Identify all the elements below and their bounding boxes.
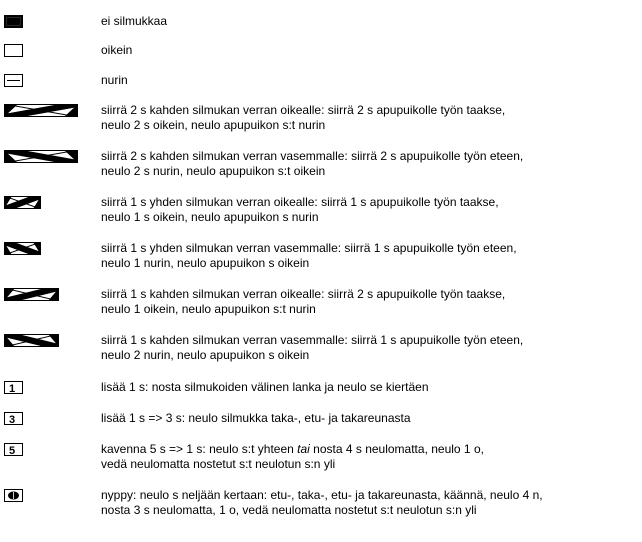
- filled-square-icon: [4, 15, 23, 28]
- bobble-line2: nosta 3 s neulomatta, 1 o, vedä neulomatta nostetut s:t neulotun s:n yli: [101, 503, 477, 517]
- cross-left-small-icon: [4, 242, 41, 255]
- numbered-square-icon: [4, 381, 23, 394]
- knit-symbol: [4, 44, 23, 57]
- cross-1-1-left-symbol: [4, 242, 41, 255]
- decrease-5-line1-start: kavenna 5 s => 1 s: neulo s:t yhteen: [101, 442, 298, 456]
- bobble-icon: [4, 489, 23, 502]
- dash-square-icon: [4, 74, 23, 87]
- increase-1-number: 1: [9, 383, 16, 394]
- increase-1-symbol: [4, 381, 23, 394]
- decrease-5-line1-italic: tai: [297, 442, 310, 456]
- cross-1-1-left-text: [101, 241, 517, 271]
- cross-right-small-icon: [4, 196, 41, 209]
- cable-2-2-right-line1: siirrä 2 s kahden silmukan verran oikealle: siirrä 2 s apupuikolle työn taakse,: [101, 103, 506, 117]
- bobble-text: [101, 488, 543, 518]
- cross-1-1-right-line2: neulo 1 s oikein, neulo apupuikon s nurin: [101, 210, 319, 224]
- cross-1-2-left-text: [101, 333, 523, 363]
- cross-1-1-left-line1: siirrä 1 s yhden silmukan verran vasemmalle: siirrä 1 s apupuikolle työn eteen,: [101, 241, 517, 255]
- numbered-square-icon: [4, 412, 23, 425]
- cross-1-2-right-symbol: [4, 288, 59, 301]
- cross-1-2-left-symbol: [4, 334, 59, 347]
- decrease-5-line2: vedä neulomatta nostetut s:t neulotun s:n yli: [101, 457, 336, 471]
- increase-3-number: 3: [9, 414, 16, 425]
- cross-1-1-left-line2: neulo 1 nurin, neulo apupuikon s oikein: [101, 256, 310, 270]
- cross-left-medium-icon: [4, 334, 59, 347]
- cross-1-1-right-line1: siirrä 1 s yhden silmukan verran oikealle: siirrä 1 s apupuikolle työn taakse,: [101, 195, 499, 209]
- cable-right-icon: [4, 104, 78, 117]
- cable-2-2-right-text: [101, 103, 505, 133]
- cross-1-1-right-text: [101, 195, 499, 225]
- increase-1-text: lisää 1 s: nosta silmukoiden välinen lanka ja neulo se kiertäen: [101, 380, 429, 394]
- decrease-5-line1-end: nosta 4 s neulomatta, neulo 1 o,: [309, 442, 484, 456]
- cable-2-2-left-line2: neulo 2 s nurin, neulo apupuikon s:t oikein: [101, 164, 326, 178]
- cable-2-2-right-symbol: [4, 104, 78, 117]
- no-stitch-symbol: [4, 15, 23, 28]
- decrease-5-line1: [101, 442, 484, 457]
- decrease-5-text: [101, 442, 484, 472]
- cable-2-2-left-symbol: [4, 150, 78, 163]
- cross-right-medium-icon: [4, 288, 59, 301]
- purl-label: nurin: [101, 73, 128, 87]
- cable-2-2-left-text: [101, 149, 523, 179]
- cross-1-2-left-line2: neulo 2 nurin, neulo apupuikon s oikein: [101, 348, 310, 362]
- cable-2-2-right-line2: neulo 2 s oikein, neulo apupuikon s:t nurin: [101, 118, 326, 132]
- cross-1-2-right-line1: siirrä 1 s kahden silmukan verran oikealle: siirrä 2 s apupuikolle työn taakse,: [101, 287, 506, 301]
- numbered-square-icon: [4, 443, 23, 456]
- cross-1-2-left-line1: siirrä 1 s kahden silmukan verran vasemmalle: siirrä 1 s apupuikolle työn eteen,: [101, 333, 524, 347]
- increase-3-text: lisää 1 s => 3 s: neulo silmukka taka-, etu- ja takareunasta: [101, 411, 411, 425]
- bobble-symbol: [4, 489, 23, 502]
- cable-2-2-left-line1: siirrä 2 s kahden silmukan verran vasemmalle: siirrä 2 s apupuikolle työn eteen,: [101, 149, 524, 163]
- no-stitch-label: ei silmukkaa: [101, 14, 168, 28]
- cable-left-icon: [4, 150, 78, 163]
- increase-3-symbol: [4, 412, 23, 425]
- cross-1-1-right-symbol: [4, 196, 41, 209]
- bobble-line1: nyppy: neulo s neljään kertaan: etu-, taka-, etu- ja takareunasta, käännä, neulo 4 n,: [101, 488, 543, 502]
- decrease-5-number: 5: [9, 445, 16, 456]
- decrease-5-symbol: [4, 443, 23, 456]
- empty-square-icon: [4, 44, 23, 57]
- knit-label: oikein: [101, 43, 133, 57]
- purl-symbol: [4, 74, 23, 87]
- cross-1-2-right-line2: neulo 1 oikein, neulo apupuikon s:t nurin: [101, 302, 316, 316]
- cross-1-2-right-text: [101, 287, 505, 317]
